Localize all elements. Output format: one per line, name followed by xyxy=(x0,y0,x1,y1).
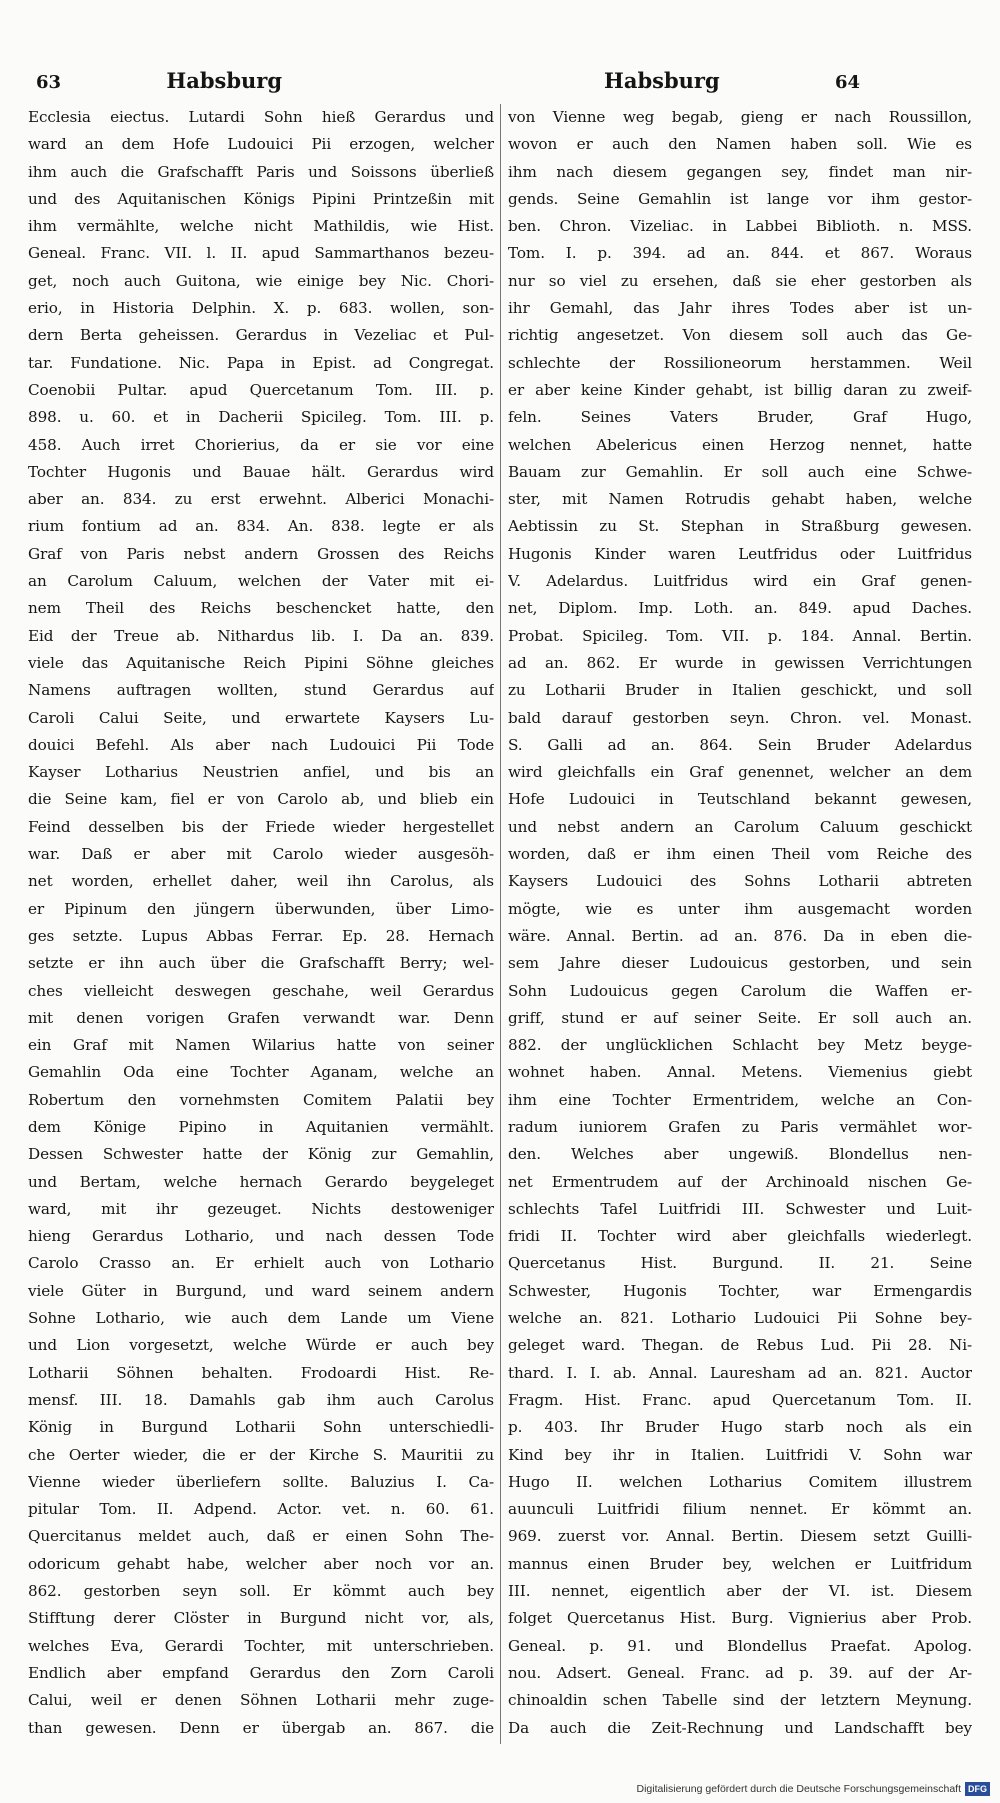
left-column-text-line: die Seine kam, fiel er von Carolo ab, und blieb ein xyxy=(28,790,494,809)
right-column-text-line: wovon er auch den Namen haben soll. Wie es xyxy=(508,135,972,154)
header-right xyxy=(604,68,860,102)
right-column-text-line: wäre. Annal. Bertin. ad an. 876. Da in eben die- xyxy=(508,926,972,945)
left-column-text-line: Geneal. Franc. VII. l. II. apud Sammarthanos bezeu- xyxy=(28,244,494,263)
left-column-text-line: get, noch auch Guitona, wie einige bey Nic. Chori- xyxy=(28,271,494,290)
right-column-text-line: mögte, wie es unter ihm ausgemacht worden xyxy=(508,899,972,918)
left-text-column xyxy=(28,104,494,1744)
right-column-text-line: Sohn Ludouicus gegen Carolum die Waffen er- xyxy=(508,981,972,1000)
left-column-text-line: erio, in Historia Delphin. X. p. 683. wollen, son- xyxy=(28,299,494,318)
left-column-text-line: dern Berta geheissen. Gerardus in Vezeliac et Pul- xyxy=(28,326,494,345)
right-column-text-line: wird gleichfalls ein Graf genennet, welcher an dem xyxy=(508,763,972,782)
right-column-text-line: feln. Seines Vaters Bruder, Graf Hugo, xyxy=(508,408,972,427)
right-column-text-line: er aber keine Kinder gehabt, ist billig daran zu zweif- xyxy=(508,380,972,399)
right-running-title: Habsburg xyxy=(604,68,720,93)
left-column-text-line: Kayser Lotharius Neustrien anfiel, und bis an xyxy=(28,763,494,782)
left-column-text-line: Feind desselben bis der Friede wieder hergestellet xyxy=(28,817,494,836)
left-column-text-line: tar. Fundatione. Nic. Papa in Epist. ad Congregat. xyxy=(28,353,494,372)
right-column-text-line: welchen Abelericus einen Herzog nennet, hatte xyxy=(508,435,972,454)
header-left xyxy=(36,68,282,102)
right-column-text-line: Da auch die Zeit-Rechnung und Landschafft bey xyxy=(508,1718,972,1737)
right-column-text-line: chinoaldin schen Tabelle sind der letztern Meynung. xyxy=(508,1691,972,1710)
right-column-text-line: Kind bey ihr in Italien. Luitfridi V. Sohn war xyxy=(508,1445,972,1464)
left-column-text-line: 862. gestorben seyn soll. Er kömmt auch bey xyxy=(28,1582,494,1601)
left-column-text-line: Endlich aber empfand Gerardus den Zorn Caroli xyxy=(28,1663,494,1682)
left-column-text-line: odoricum gehabt habe, welcher aber noch vor an. xyxy=(28,1554,494,1573)
credit-text: Digitalisierung gefördert durch die Deutsche Forschungsgemeinschaft xyxy=(636,1783,961,1795)
left-running-title: Habsburg xyxy=(166,68,283,93)
digitization-credit xyxy=(636,1781,990,1797)
right-column-text-line: ihm nach diesem gegangen sey, findet man nir- xyxy=(508,162,972,181)
right-column-text-line: radum iuniorem Grafen zu Paris vermählet wor- xyxy=(508,1117,972,1136)
left-column-text-line: rium fontium ad an. 834. An. 838. legte er als xyxy=(28,517,494,536)
right-column-text-line: net, Diplom. Imp. Loth. an. 849. apud Daches. xyxy=(508,599,972,618)
right-page-number: 64 xyxy=(834,72,861,93)
right-column-text-line: schlechte der Rossilioneorum herstammen. Weil xyxy=(508,353,972,372)
left-column-text-line: 458. Auch irret Chorierius, da er sie vor eine xyxy=(28,435,494,454)
left-column-text-line: Sohne Lothario, wie auch dem Lande um Viene xyxy=(28,1309,494,1328)
right-text-column xyxy=(508,104,972,1744)
right-column-text-line: Hugo II. welchen Lotharius Comitem illustrem xyxy=(508,1472,972,1491)
left-column-text-line: mensf. III. 18. Damahls gab ihm auch Carolus xyxy=(28,1390,494,1409)
right-column-text-line: schlechts Tafel Luitfridi III. Schwester und Luit- xyxy=(508,1199,972,1218)
right-column-text-line: folget Quercetanus Hist. Burg. Vignierius aber Prob. xyxy=(508,1609,972,1628)
left-column-text-line: douici Befehl. Als aber nach Ludouici Pii Tode xyxy=(28,735,494,754)
left-column-text-line: ihm auch die Grafschafft Paris und Soissons überließ xyxy=(28,162,494,181)
left-column-text-line: Ecclesia eiectus. Lutardi Sohn hieß Gerardus und xyxy=(28,108,494,126)
left-column-text-line: an Carolum Caluum, welchen der Vater mit ei- xyxy=(28,572,494,591)
right-column-text-line: den. Welches aber ungewiß. Blondellus nen- xyxy=(508,1145,972,1164)
left-column-text-line: ges setzte. Lupus Abbas Ferrar. Ep. 28. Hernach xyxy=(28,926,494,945)
left-column-text-line: Stifftung derer Clöster in Burgund nicht vor, als, xyxy=(28,1609,494,1628)
right-column-text-line: net Ermentrudem auf der Archinoald nischen Ge- xyxy=(508,1172,972,1191)
dfg-logo: DFG xyxy=(965,1782,990,1796)
left-column-text-line xyxy=(28,1742,494,1744)
right-column-text-line: Aebtissin zu St. Stephan in Straßburg gewesen. xyxy=(508,517,972,536)
left-column-text-line: hieng Gerardus Lothario, und nach dessen Tode xyxy=(28,1227,494,1246)
left-column-text-line: Gemahlin Oda eine Tochter Aganam, welche an xyxy=(28,1063,494,1082)
right-column-text-line: Quercetanus Hist. Burgund. II. 21. Seine xyxy=(508,1254,972,1273)
left-column-text-line: ihm vermählte, welche nicht Mathildis, wie Hist. xyxy=(28,217,494,236)
right-column-text-line: p. 403. Ihr Bruder Hugo starb noch als ein xyxy=(508,1418,972,1437)
right-column-text-line: III. nennet, eigentlich aber der VI. ist. Diesem xyxy=(508,1582,972,1601)
left-column-text-line: und Lion vorgesetzt, welche Würde er auch bey xyxy=(28,1336,494,1355)
right-column-text-line: bald darauf gestorben seyn. Chron. vel. Monast. xyxy=(508,708,972,727)
right-column-text-line: und nebst andern an Carolum Caluum geschickt xyxy=(508,817,972,836)
left-column-text-line: Robertum den vornehmsten Comitem Palatii bey xyxy=(28,1090,494,1109)
left-column-text-line: war. Daß er aber mit Carolo wieder ausgesöh- xyxy=(28,845,494,864)
right-column-text-line: ben. Chron. Vizeliac. in Labbei Biblioth. n. MSS. xyxy=(508,217,972,236)
left-column-text-line: aber an. 834. zu erst erwehnt. Alberici Monachi- xyxy=(28,490,494,509)
right-column-text-line: Bauam zur Gemahlin. Er soll auch eine Schwe- xyxy=(508,462,972,481)
left-column-text-line: und des Aquitanischen Königs Pipini Printzeßin mit xyxy=(28,189,494,208)
right-column-text-line: richtig angesetzet. Von diesem soll auch das Ge- xyxy=(508,326,972,345)
right-column-text-line: thard. I. I. ab. Annal. Lauresham ad an. 821. Auctor xyxy=(508,1363,972,1382)
right-column-text-line: gends. Seine Gemahlin ist lange vor ihm gestor- xyxy=(508,189,972,208)
right-column-text-line: ihm eine Tochter Ermentridem, welche an Con- xyxy=(508,1090,972,1109)
right-column-text-line: V. Adelardus. Luitfridus wird ein Graf genen- xyxy=(508,572,972,591)
left-column-text-line: Tochter Hugonis und Bauae hält. Gerardus wird xyxy=(28,462,494,481)
left-column-text-line: Calui, weil er denen Söhnen Lotharii mehr zuge- xyxy=(28,1691,494,1710)
left-column-text-line: Lotharii Söhnen behalten. Frodoardi Hist. Re- xyxy=(28,1363,494,1382)
left-page-number: 63 xyxy=(36,72,62,93)
right-column-text-line: Hugonis Kinder waren Leutfridus oder Luitfridus xyxy=(508,544,972,563)
left-column-text-line: König in Burgund Lotharii Sohn unterschiedli- xyxy=(28,1418,494,1437)
left-column-text-line: er Pipinum den jüngern überwunden, über Limo- xyxy=(28,899,494,918)
left-column-text-line: viele Güter in Burgund, und ward seinem andern xyxy=(28,1281,494,1300)
right-column-text-line: von Vienne weg begab, gieng er nach Roussillon, xyxy=(508,108,972,126)
right-column-text-line: nou. Adsert. Geneal. Franc. ad p. 39. auf der Ar- xyxy=(508,1663,972,1682)
left-column-text-line: ein Graf mit Namen Wilarius hatte von seiner xyxy=(28,1036,494,1055)
left-column-text-line: und Bertam, welche hernach Gerardo beygeleget xyxy=(28,1172,494,1191)
left-column-text-line: Carolo Crasso an. Er erhielt auch von Lothario xyxy=(28,1254,494,1273)
left-column-text-line: viele das Aquitanische Reich Pipini Söhne gleiches xyxy=(28,653,494,672)
left-column-text-line: Vienne wieder überliefern sollte. Baluzius I. Ca- xyxy=(28,1472,494,1491)
left-column-text-line: setzte er ihn auch über die Grafschafft Berry; wel- xyxy=(28,954,494,973)
right-column-text-line: Probat. Spicileg. Tom. VII. p. 184. Annal. Bertin. xyxy=(508,626,972,645)
right-column-text-line: Fragm. Hist. Franc. apud Quercetanum Tom. II. xyxy=(508,1390,972,1409)
left-column-text-line: Namens auftragen wollten, stund Gerardus auf xyxy=(28,681,494,700)
right-column-text-line: auunculi Luitfridi filium nennet. Er kömmt an. xyxy=(508,1500,972,1519)
left-column-text-line: Quercitanus meldet auch, daß er einen Sohn The- xyxy=(28,1527,494,1546)
right-column-text-line xyxy=(508,1742,972,1744)
right-column-text-line: ster, mit Namen Rotrudis gehabt haben, welche xyxy=(508,490,972,509)
column-divider xyxy=(500,104,501,1744)
right-column-text-line: S. Galli ad an. 864. Sein Bruder Adelardus xyxy=(508,735,972,754)
left-column-text-line: nem Theil des Reichs beschencket hatte, den xyxy=(28,599,494,618)
right-column-text-line: zu Lotharii Bruder in Italien geschickt, und soll xyxy=(508,681,972,700)
left-column-text-line: Eid der Treue ab. Nithardus lib. I. Da an. 839. xyxy=(28,626,494,645)
right-column-text-line: ad an. 862. Er wurde in gewissen Verrichtungen xyxy=(508,653,972,672)
right-column-text-line: sem Jahre dieser Ludouicus gestorben, und sein xyxy=(508,954,972,973)
right-column-text-line: welche an. 821. Lothario Ludouici Pii Sohne bey- xyxy=(508,1309,972,1328)
left-column-text-line: Coenobii Pultar. apud Quercetanum Tom. III. p. xyxy=(28,380,494,399)
right-column-text-line: Tom. I. p. 394. ad an. 844. et 867. Woraus xyxy=(508,244,972,263)
left-column-text-line: ward, mit ihr gezeuget. Nichts destoweniger xyxy=(28,1199,494,1218)
right-column-text-line: ihr Gemahl, das Jahr ihres Todes aber ist un- xyxy=(508,299,972,318)
right-column-text-line: griff, stund er auf seiner Seite. Er soll auch an. xyxy=(508,1008,972,1027)
right-column-text-line: geleget ward. Thegan. de Rebus Lud. Pii 28. Ni- xyxy=(508,1336,972,1355)
right-column-text-line: nur so viel zu ersehen, daß sie eher gestorben als xyxy=(508,271,972,290)
left-column-text-line: ward an dem Hofe Ludouici Pii erzogen, welcher xyxy=(28,135,494,154)
right-column-text-line: worden, daß er ihm einen Theil vom Reiche des xyxy=(508,845,972,864)
right-column-text-line: Geneal. p. 91. und Blondellus Praefat. Apolog. xyxy=(508,1636,972,1655)
left-column-text-line: pitular Tom. II. Adpend. Actor. vet. n. 60. 61. xyxy=(28,1500,494,1519)
left-column-text-line: net worden, erhellet daher, weil ihn Carolus, als xyxy=(28,872,494,891)
left-column-text-line: ches vielleicht deswegen geschahe, weil Gerardus xyxy=(28,981,494,1000)
right-column-text-line: Hofe Ludouici in Teutschland bekannt gewesen, xyxy=(508,790,972,809)
left-column-text-line: than gewesen. Denn er übergab an. 867. die xyxy=(28,1718,494,1737)
right-column-text-line: mannus einen Bruder bey, welchen er Luitfridum xyxy=(508,1554,972,1573)
left-column-text-line: mit denen vorigen Grafen verwandt war. Denn xyxy=(28,1008,494,1027)
left-column-text-line: Dessen Schwester hatte der König zur Gemahlin, xyxy=(28,1145,494,1164)
right-column-text-line: 882. der unglücklichen Schlacht bey Metz beyge- xyxy=(508,1036,972,1055)
right-column-text-line: Kaysers Ludouici des Sohns Lotharii abtreten xyxy=(508,872,972,891)
left-column-text-line: 898. u. 60. et in Dacherii Spicileg. Tom. III. p. xyxy=(28,408,494,427)
left-column-text-line: Graf von Paris nebst andern Grossen des Reichs xyxy=(28,544,494,563)
left-column-text-line: che Oerter wieder, die er der Kirche S. Mauritii zu xyxy=(28,1445,494,1464)
right-column-text-line: fridi II. Tochter wird aber gleichfalls wiederlegt. xyxy=(508,1227,972,1246)
right-column-text-line: wohnet haben. Annal. Metens. Viemenius giebt xyxy=(508,1063,972,1082)
left-column-text-line: Caroli Calui Seite, und erwartete Kaysers Lu- xyxy=(28,708,494,727)
left-column-text-line: dem Könige Pipino in Aquitanien vermählt. xyxy=(28,1117,494,1136)
left-column-text-line: welches Eva, Gerardi Tochter, mit unterschrieben. xyxy=(28,1636,494,1655)
right-column-text-line: Schwester, Hugonis Tochter, war Ermengardis xyxy=(508,1281,972,1300)
right-column-text-line: 969. zuerst vor. Annal. Bertin. Diesem setzt Guilli- xyxy=(508,1527,972,1546)
